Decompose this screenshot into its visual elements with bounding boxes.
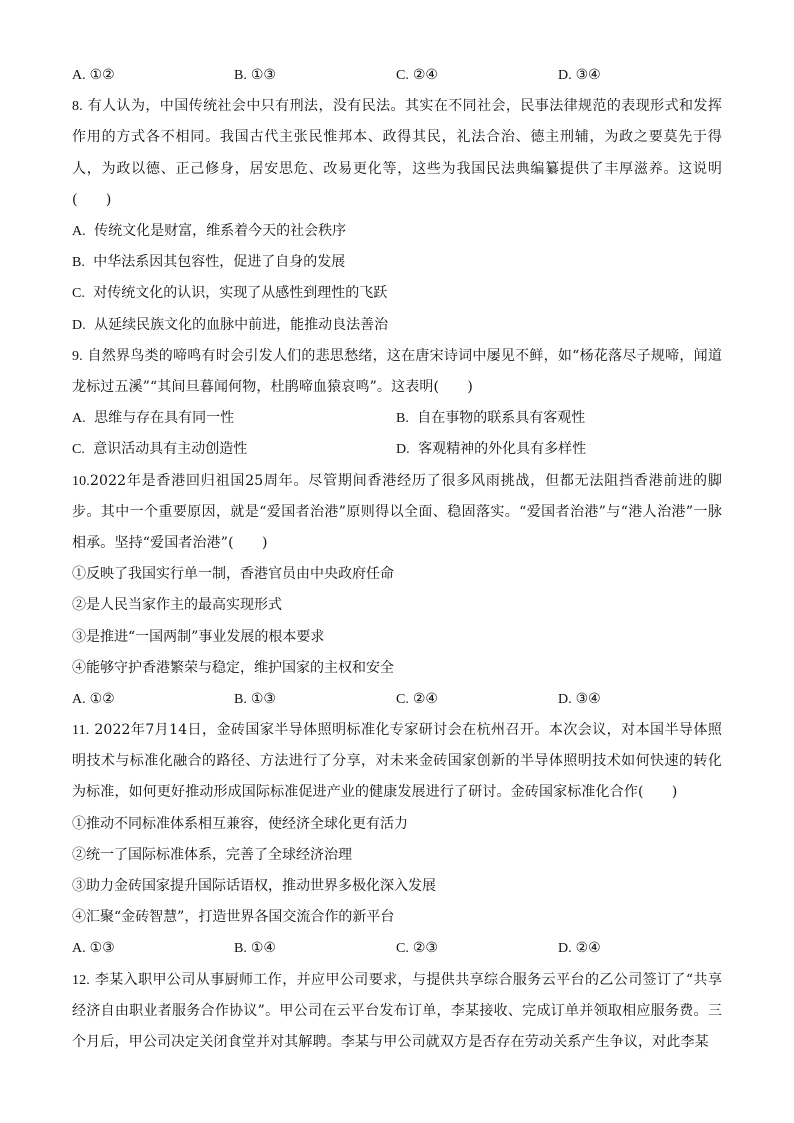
q10-option-d[interactable]: D. ③④ — [558, 690, 601, 707]
q9-option-d[interactable]: D. 客观精神的外化具有多样性 — [396, 441, 587, 458]
q7-option-d[interactable]: D. ③④ — [558, 67, 601, 83]
q11-option-d[interactable]: D. ②④ — [558, 940, 601, 957]
q9-options-row-1 — [72, 403, 722, 434]
q11-item-2: ②统一了国际标准体系，完善了全球经济治理 — [72, 846, 352, 863]
q7-options — [72, 60, 722, 91]
q12-number: 12. — [72, 972, 90, 988]
q9-option-b[interactable]: B. 自在事物的联系具有客观性 — [396, 410, 586, 427]
q11-option-b[interactable]: B. ①④ — [234, 940, 276, 957]
q9-option-a[interactable]: A. 思维与存在具有同一性 — [72, 410, 235, 427]
q10-option-c[interactable]: C. ②④ — [396, 690, 438, 707]
q11-item-4: ④汇聚“金砖智慧”，打造世界各国交流合作的新平台 — [72, 909, 395, 926]
q7-option-b[interactable]: B. ①③ — [234, 67, 276, 83]
q10-option-b[interactable]: B. ①③ — [234, 690, 276, 707]
q10-item-1: ①反映了我国实行单一制，香港官员由中央政府任命 — [72, 566, 394, 583]
q8-number: 8. — [72, 99, 83, 115]
q11-item-3: ③助力金砖国家提升国际话语权，推动世界多极化深入发展 — [72, 878, 436, 895]
q9-stem: 9. 自然界鸟类的啼鸣有时会引发人们的悲思愁绪，这在唐宋诗词中屡见不鲜，如“杨花落尽子规啼，闻道龙标过五溪”“其间旦暮闻何物，杜鹃啼血猿哀鸣”。这表明( ) — [72, 347, 723, 395]
q9-options-row-2 — [72, 434, 722, 465]
q10-item-3: ③是推进“一国两制”事业发展的根本要求 — [72, 628, 325, 645]
q8-option-d[interactable]: D. 从延续民族文化的血脉中前进，能推动良法善治 — [72, 316, 389, 333]
q9-number: 9. — [72, 348, 83, 364]
q8-stem: 8. 有人认为，中国传统社会中只有刑法，没有民法。其实在不同社会，民事法律规范的表现形式和发挥作用的方式各不相同。我国古代主张民惟邦本、政得其民，礼法合治、德主刑辅，为政之要莫先于得人，为政以德、正己修身，居安思危、改易更化等，这些为我国民法典编纂提供了丰厚滋养。这说明( ) — [72, 98, 722, 208]
q10-item-4: ④能够守护香港繁荣与稳定，维护国家的主权和安全 — [72, 659, 394, 676]
q7-option-a[interactable]: A. ①② — [72, 67, 115, 83]
q11-option-c[interactable]: C. ②③ — [396, 940, 438, 957]
q11-options — [72, 933, 722, 964]
q11-number: 11. — [72, 723, 90, 739]
q11-stem: 11. 2022年7月14日，金砖国家半导体照明标准化专家研讨会在杭州召开。本次会议，对本国半导体照明技术与标准化融合的路径、方法进行了分享，对未来金砖国家创新的半导体照明技术如何快速的转化为标准，如何更好推动形成国际标准促进产业的健康发展进行了研讨。金砖国家标准化合作( ) — [72, 722, 722, 801]
q8-option-c[interactable]: C. 对传统文化的认识，实现了从感性到理性的飞跃 — [72, 285, 388, 302]
q8-option-b[interactable]: B. 中华法系因其包容性，促进了自身的发展 — [72, 254, 346, 271]
q7-option-c[interactable]: C. ②④ — [396, 67, 438, 83]
q10-item-2: ②是人民当家作主的最高实现形式 — [72, 597, 282, 614]
q8-option-a[interactable]: A. 传统文化是财富，维系着今天的社会秩序 — [72, 223, 347, 239]
q10-number: 10. — [72, 473, 90, 489]
q11-item-1: ①推动不同标准体系相互兼容，使经济全球化更有活力 — [72, 815, 408, 832]
exam-page — [72, 60, 722, 1058]
q10-option-a[interactable]: A. ①② — [72, 690, 115, 707]
q10-stem: 10.2022年是香港回归祖国25周年。尽管期间香港经历了很多风雨挑战，但都无法阻挡香港前进的脚步。其中一个重要原因，就是“爱国者治港”原则得以全面、稳固落实。“爱国者治港”与“港人治港”一脉相承。坚持“爱国者治港”( ) — [72, 472, 722, 551]
q9-option-c[interactable]: C. 意识活动具有主动创造性 — [72, 441, 248, 458]
q10-options — [72, 684, 722, 715]
q11-option-a[interactable]: A. ①③ — [72, 940, 115, 957]
q12-stem: 12. 李某入职甲公司从事厨师工作，并应甲公司要求，与提供共享综合服务云平台的乙公司签订了“共享经济自由职业者服务合作协议”。甲公司在云平台发布订单，李某接收、完成订单并领取相应服务费。三个月后，甲公司决定关闭食堂并对其解聘。李某与甲公司就双方是否存在劳动关系产生争议，对此李某 — [72, 971, 722, 1051]
